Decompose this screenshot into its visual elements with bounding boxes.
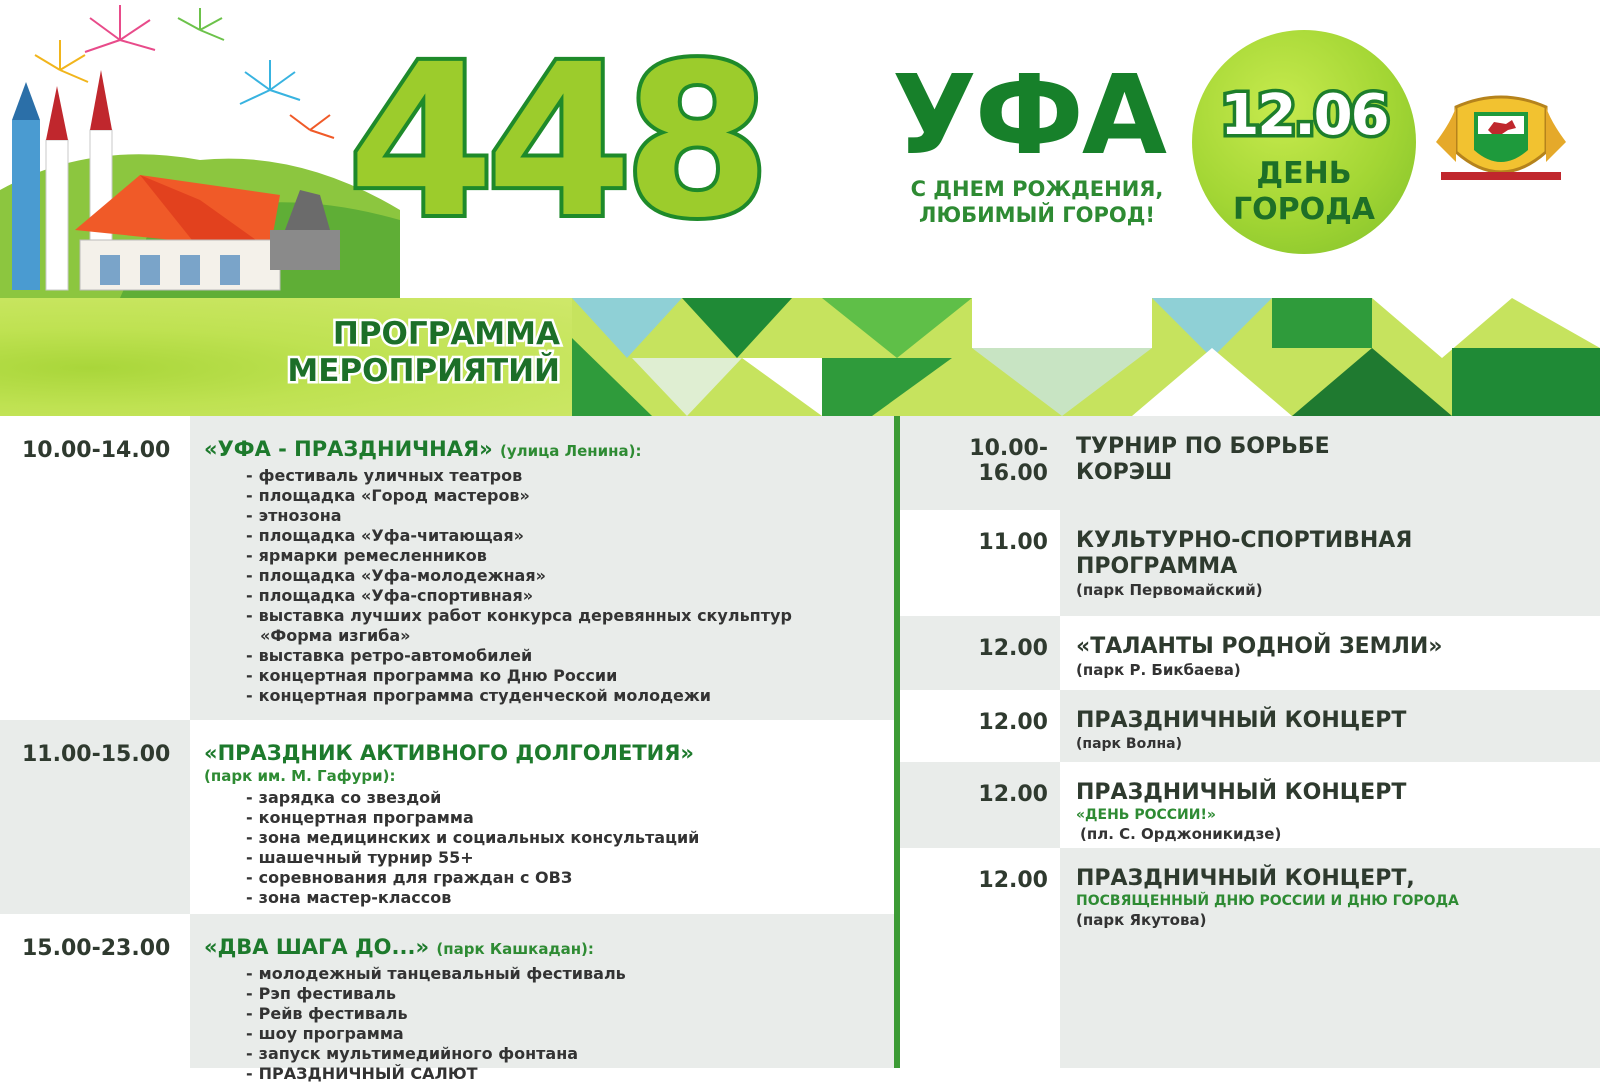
- event-place: (пл. С. Орджоникидзе): [1080, 825, 1282, 843]
- event-title-line-2: ПРОГРАММА: [1076, 554, 1238, 579]
- event-time: 12.00: [900, 690, 1060, 762]
- event-title-line-1: «ТАЛАНТЫ РОДНОЙ ЗЕМЛИ»: [1076, 634, 1443, 659]
- event-time: 12.00: [900, 616, 1060, 690]
- greeting: [892, 176, 1182, 228]
- list-item: - выставка лучших работ конкурса деревянных скульптур «Форма изгиба»: [246, 606, 792, 645]
- event-content: [1060, 690, 1600, 762]
- list-item: - зона мастер-классов: [246, 888, 452, 907]
- event-row: [900, 690, 1600, 762]
- banner-title: [230, 316, 560, 390]
- list-item-text: концертная программа: [258, 808, 474, 827]
- list-item: - фестиваль уличных театров: [246, 466, 523, 485]
- event-items: [204, 466, 894, 706]
- event-row: [0, 914, 894, 1083]
- event-content: [1060, 616, 1600, 690]
- list-item: - зарядка со звездой: [246, 788, 442, 807]
- list-item-text: концертная программа студенческой молодежи: [258, 686, 711, 705]
- list-item-text: выставка лучших работ конкурса деревянных скульптур «Форма изгиба»: [258, 606, 792, 645]
- list-item: - зона медицинских и социальных консультаций: [246, 828, 700, 847]
- city-name: УФА: [892, 51, 1166, 179]
- coat-of-arms-icon: [1436, 82, 1566, 192]
- event-place: (парк Якутова): [1076, 911, 1207, 929]
- event-title-line-1: ПРАЗДНИЧНЫЙ КОНЦЕРТ: [1076, 708, 1407, 733]
- event-title: [204, 934, 894, 962]
- event-title: «ПРАЗДНИК АКТИВНОГО ДОЛГОЛЕТИЯ»: [204, 741, 694, 765]
- event-title-line-1: ПРАЗДНИЧНЫЙ КОНЦЕРТ,: [1076, 866, 1415, 891]
- event-place: (парк Волна): [1076, 736, 1182, 752]
- event-title-line-1: ТУРНИР ПО БОРЬБЕ: [1076, 434, 1330, 459]
- list-item: - соревнования для граждан с ОВЗ: [246, 868, 573, 887]
- list-item: - молодежный танцевальный фестиваль: [246, 964, 626, 983]
- list-item: - запуск мультимедийного фонтана: [246, 1044, 579, 1063]
- event-place: (парк Р. Бикбаева): [1076, 661, 1241, 679]
- event-row: [0, 720, 894, 914]
- list-item-text: молодежный танцевальный фестиваль: [258, 964, 626, 983]
- event-items: [204, 964, 894, 1084]
- date-label-line-1: ДЕНЬ: [1256, 156, 1352, 191]
- list-item-text: этнозона: [258, 506, 342, 525]
- list-item-text: зона медицинских и социальных консультаций: [258, 828, 700, 847]
- event-title-line-1: ПРАЗДНИЧНЫЙ КОНЦЕРТ: [1076, 780, 1407, 805]
- list-item: - этнозона: [246, 506, 342, 525]
- event-title-line-1: КУЛЬТУРНО-СПОРТИВНАЯ: [1076, 528, 1413, 553]
- event-content: [1060, 416, 1600, 510]
- greeting-line-2: ЛЮБИМЫЙ ГОРОД!: [919, 203, 1155, 227]
- list-item-text: Рейв фестиваль: [258, 1004, 408, 1023]
- event-time: 11.00: [900, 510, 1060, 616]
- schedule-left-column: [0, 416, 894, 1083]
- list-item-text: концертная программа ко Дню России: [258, 666, 618, 685]
- list-item: - выставка ретро-автомобилей: [246, 646, 533, 665]
- anniversary-number: 448: [348, 19, 763, 264]
- event-items: [204, 788, 894, 908]
- event-time: 10.00-14.00: [0, 416, 190, 720]
- event-row: [900, 616, 1600, 690]
- event-title-text: «ДВА ШАГА ДО...»: [204, 935, 430, 959]
- event-row: [900, 416, 1600, 510]
- list-item: - площадка «Город мастеров»: [246, 486, 530, 505]
- event-content: [1060, 510, 1600, 616]
- list-item-text: ярмарки ремесленников: [258, 546, 487, 565]
- list-item-text: фестиваль уличных театров: [258, 466, 523, 485]
- schedule-right-column: [900, 416, 1600, 1068]
- event-place: (улица Ленина):: [500, 442, 642, 460]
- event-title-text: «УФА - ПРАЗДНИЧНАЯ»: [204, 437, 493, 461]
- greeting-line-1: С ДНЕМ РОЖДЕНИЯ,: [910, 177, 1164, 201]
- event-content: [190, 416, 894, 720]
- event-title: [204, 436, 894, 464]
- event-row: [900, 510, 1600, 616]
- list-item-text: площадка «Город мастеров»: [258, 486, 530, 505]
- event-row: [900, 848, 1600, 1068]
- list-item: - площадка «Уфа-молодежная»: [246, 566, 546, 585]
- list-item: - шашечный турнир 55+: [246, 848, 474, 867]
- list-item-text: площадка «Уфа-молодежная»: [258, 566, 546, 585]
- event-time: 11.00-15.00: [0, 720, 190, 914]
- event-date: 12.06: [1220, 83, 1388, 148]
- event-title-line-2: КОРЭШ: [1076, 460, 1173, 485]
- list-item-text: площадка «Уфа-спортивная»: [258, 586, 534, 605]
- list-item: - концертная программа студенческой молодежи: [246, 686, 711, 705]
- list-item-text: выставка ретро-автомобилей: [258, 646, 533, 665]
- city-illustration: [0, 0, 400, 298]
- event-time: 12.00: [900, 848, 1060, 1068]
- list-item: - ПРАЗДНИЧНЫЙ САЛЮТ: [246, 1064, 478, 1083]
- list-item: - Рейв фестиваль: [246, 1004, 408, 1023]
- list-item-text: площадка «Уфа-читающая»: [258, 526, 524, 545]
- list-item-text: запуск мультимедийного фонтана: [258, 1044, 579, 1063]
- ornament-pattern: [572, 298, 1600, 416]
- event-subtitle: «ДЕНЬ РОССИИ!»: [1076, 807, 1216, 823]
- list-item: - площадка «Уфа-читающая»: [246, 526, 524, 545]
- list-item-text: зарядка со звездой: [258, 788, 442, 807]
- list-item: - площадка «Уфа-спортивная»: [246, 586, 534, 605]
- event-time: 10.00-16.00: [900, 416, 1060, 510]
- event-time: 15.00-23.00: [0, 914, 190, 1068]
- event-content: [190, 720, 894, 914]
- event-row: [900, 762, 1600, 848]
- banner-title-line-2: МЕРОПРИЯТИЙ: [287, 353, 560, 389]
- list-item: - шоу программа: [246, 1024, 404, 1043]
- list-item-text: ПРАЗДНИЧНЫЙ САЛЮТ: [258, 1064, 478, 1083]
- list-item: - ярмарки ремесленников: [246, 546, 487, 565]
- list-item: - Рэп фестиваль: [246, 984, 396, 1003]
- list-item-text: шоу программа: [258, 1024, 404, 1043]
- date-label-line-2: ГОРОДА: [1232, 192, 1376, 227]
- event-place: (парк Первомайский): [1076, 581, 1263, 599]
- list-item-text: шашечный турнир 55+: [258, 848, 474, 867]
- list-item-text: Рэп фестиваль: [258, 984, 396, 1003]
- event-row: [0, 416, 894, 720]
- event-time: 12.00: [900, 762, 1060, 848]
- list-item-text: зона мастер-классов: [258, 888, 452, 907]
- schedule: [0, 416, 1600, 1083]
- event-place: (парк им. М. Гафури):: [204, 767, 396, 785]
- event-place: (парк Кашкадан):: [436, 940, 594, 958]
- list-item: - концертная программа: [246, 808, 474, 827]
- date-label: [1192, 156, 1416, 228]
- event-content: [1060, 762, 1600, 848]
- event-content: [190, 914, 894, 1083]
- list-item-text: соревнования для граждан с ОВЗ: [258, 868, 573, 887]
- event-content: [1060, 848, 1600, 1068]
- event-subtitle: ПОСВЯЩЕННЫЙ ДНЮ РОССИИ И ДНЮ ГОРОДА: [1076, 893, 1459, 909]
- banner-title-line-1: ПРОГРАММА: [332, 316, 560, 352]
- list-item: - концертная программа ко Дню России: [246, 666, 618, 685]
- poster-header: [0, 0, 1600, 298]
- program-banner: [0, 298, 1600, 416]
